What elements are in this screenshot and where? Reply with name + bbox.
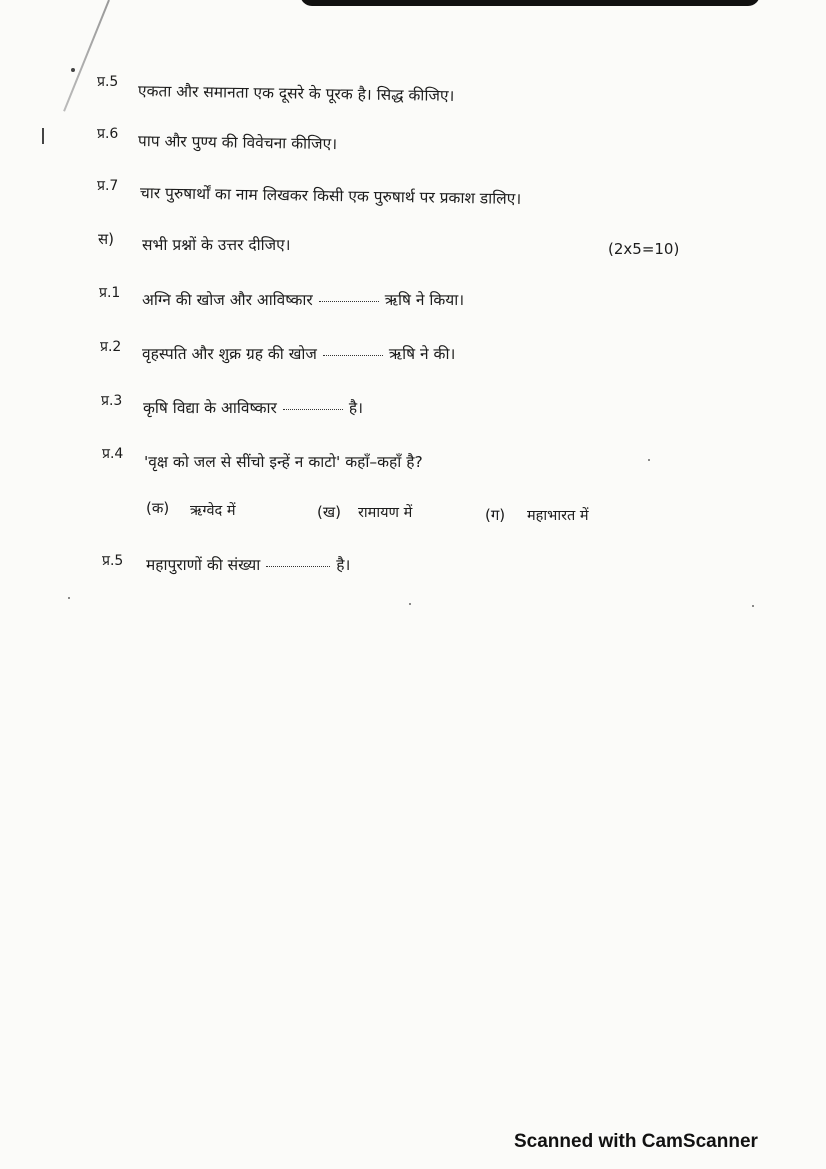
question-text: 'वृक्ष को जल से सींचो इन्हें न काटो' कहाँ–कहाँ है?	[144, 453, 423, 471]
speck	[409, 603, 411, 605]
section-label: स)	[98, 230, 114, 248]
option-label: (क)	[146, 499, 170, 517]
speck	[648, 459, 650, 461]
fill-blank	[283, 408, 343, 410]
question-number: प्र.3	[101, 393, 123, 409]
question-number: प्र.7	[97, 178, 119, 194]
option-text: ऋग्वेद में	[190, 503, 236, 519]
question-text: पाप और पुण्य की विवेचना कीजिए।	[137, 132, 338, 154]
option-label: (ख)	[317, 503, 341, 521]
section-marks: (2x5=10)	[608, 240, 680, 258]
question-number: प्र.1	[99, 285, 121, 301]
question-text-after: है।	[336, 556, 351, 574]
speck	[752, 605, 754, 607]
question-text	[143, 396, 363, 418]
option-label: (ग)	[485, 506, 506, 524]
question-text-before: वृहस्पति और शुक्र ग्रह की खोज	[142, 345, 317, 363]
question-text-after: है।	[348, 399, 363, 417]
question-text	[142, 288, 464, 310]
question-number: प्र.5	[102, 553, 124, 569]
fill-blank	[266, 565, 330, 567]
option-text: रामायण में	[358, 505, 413, 521]
section-instruction: सभी प्रश्नों के उत्तर दीजिए।	[142, 236, 291, 254]
question-text-before: कृषि विद्या के आविष्कार	[143, 399, 277, 417]
question-number: प्र.5	[97, 74, 119, 90]
margin-dot	[71, 68, 75, 72]
question-number: प्र.6	[97, 126, 119, 142]
question-text-before: महापुराणों की संख्या	[146, 556, 261, 574]
question-text-after: ऋषि ने की।	[388, 345, 456, 363]
question-text-before: अग्नि की खोज और आविष्कार	[142, 291, 313, 309]
fill-blank	[323, 354, 383, 356]
scanner-watermark: Scanned with CamScanner	[514, 1131, 758, 1152]
question-number: प्र.2	[100, 339, 122, 355]
question-text	[146, 553, 350, 575]
fill-blank	[319, 300, 379, 302]
scan-shadow-edge	[300, 0, 760, 6]
question-number: प्र.4	[102, 446, 124, 462]
page-crease	[63, 0, 110, 112]
speck	[68, 597, 70, 599]
option-text: महाभारत में	[527, 508, 589, 524]
question-text: एकता और समानता एक दूसरे के पूरक है। सिद्ध कीजिए।	[137, 82, 455, 105]
question-text: चार पुरुषार्थों का नाम लिखकर किसी एक पुरुषार्थ पर प्रकाश डालिए।	[139, 184, 522, 208]
question-text-after: ऋषि ने किया।	[384, 291, 465, 309]
margin-mark	[42, 128, 44, 144]
question-text	[142, 342, 455, 364]
